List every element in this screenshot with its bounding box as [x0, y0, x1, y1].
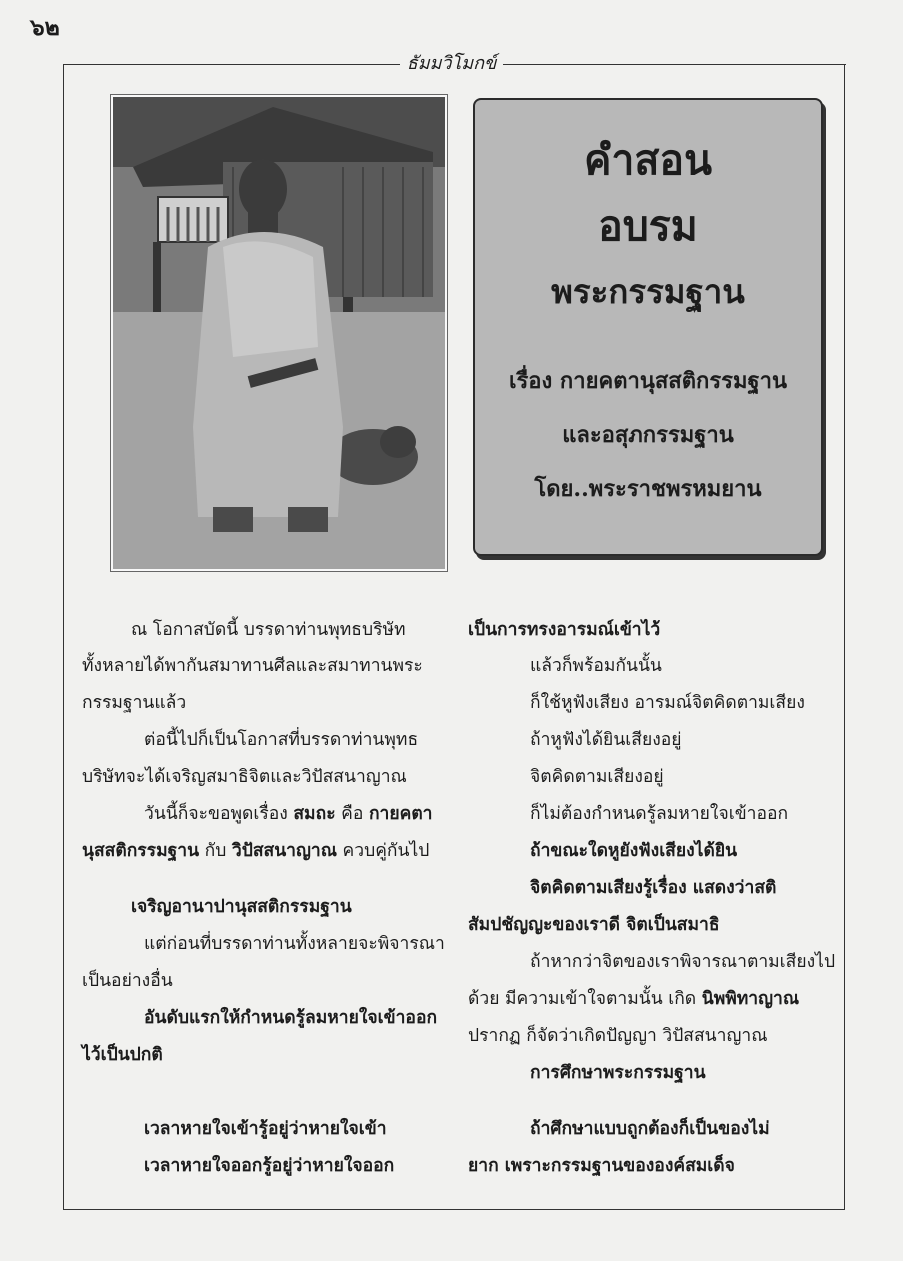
text-normal: คือ [335, 804, 369, 824]
text-bold: ถ้าขณะใดหูยังฟังเสียงได้ยิน [530, 841, 738, 861]
right-line-11 [468, 986, 799, 1012]
box-subtitle-line3: โดย..พระราชพรหมยาน [534, 476, 762, 502]
right-line-2 [530, 653, 662, 679]
text-normal: วันนี้ก็จะขอพูดเรื่อง [144, 804, 294, 824]
box-title-line3: พระกรรมฐาน [551, 272, 745, 311]
right-line-1 [468, 617, 660, 643]
text-bold: การศึกษาพระกรรมฐาน [530, 1063, 706, 1083]
text-normal: ต่อนี้ไปก็เป็นโอกาสที่บรรดาท่านพุทธ [144, 730, 419, 750]
right-line-10 [530, 949, 835, 975]
right-line-7 [530, 838, 737, 864]
text-bold: ยาก เพราะกรรมฐานขององค์สมเด็จ [468, 1156, 735, 1176]
text-normal: ควบคู่กันไป [336, 841, 430, 861]
text-normal: บริษัทจะได้เจริญสมาธิจิตและวิปัสสนาญาณ [82, 767, 407, 787]
left-line-7 [82, 838, 429, 864]
left-line-13 [144, 1116, 387, 1142]
text-bold: เวลาหายใจเข้ารู้อยู่ว่าหายใจเข้า [144, 1119, 387, 1139]
right-line-4 [530, 727, 682, 753]
text-normal: ทั้งหลายได้พากันสมาทานศีลและสมาทานพระ [82, 656, 423, 676]
running-title-text: ธัมมวิโมกข์ [400, 53, 504, 74]
box-title-line1: คำสอน [583, 136, 713, 184]
right-line-9 [468, 912, 720, 938]
text-bold: เจริญอานาปานุสสติกรรมฐาน [131, 897, 352, 917]
left-line-2 [82, 653, 423, 679]
text-bold: วิปัสสนาญาณ [231, 841, 337, 861]
right-line-8 [530, 875, 776, 901]
text-bold: อันดับแรกให้กำหนดรู้ลมหายใจเข้าออก [144, 1008, 438, 1028]
left-line-10 [82, 968, 173, 994]
left-heading-anapana [131, 894, 352, 920]
text-normal: แต่ก่อนที่บรรดาท่านทั้งหลายจะพิจารณา [144, 934, 445, 954]
left-line-11 [144, 1005, 437, 1031]
right-line-12 [468, 1023, 767, 1049]
text-normal: ถ้าหูฟังได้ยินเสียงอยู่ [530, 730, 682, 750]
text-normal: ด้วย มีความเข้าใจตามนั้น เกิด [468, 989, 702, 1009]
text-normal: จิตคิดตามเสียงอยู่ [530, 767, 664, 787]
text-normal: ปรากฏ ก็จัดว่าเกิดปัญญา วิปัสสนาญาณ [468, 1026, 768, 1046]
left-line-9 [144, 931, 445, 957]
box-subtitle-line1: เรื่อง กายคตานุสสติกรรมฐาน [508, 368, 788, 394]
box-subtitle-line2: และอสุภกรรมฐาน [562, 422, 734, 448]
text-normal: กรรมฐานแล้ว [82, 693, 187, 713]
text-bold: เป็นการทรงอารมณ์เข้าไว้ [468, 620, 661, 640]
text-normal: เป็นอย่างอื่น [82, 971, 173, 991]
right-line-3 [530, 690, 805, 716]
left-line-12 [82, 1042, 163, 1068]
right-line-6 [530, 801, 788, 827]
lesson-title-box [473, 98, 823, 556]
page-number: ๖๒ [30, 14, 60, 41]
text-bold: นิพพิทาญาณ [701, 989, 800, 1009]
right-heading-study [530, 1060, 706, 1086]
text-normal: ก็ไม่ต้องกำหนดรู้ลมหายใจเข้าออก [530, 804, 789, 824]
right-line-15 [468, 1153, 735, 1179]
text-bold: สมถะ [293, 804, 336, 824]
left-line-3 [82, 690, 186, 716]
left-line-6 [144, 801, 433, 827]
left-line-14 [144, 1153, 394, 1179]
left-line-1 [131, 617, 406, 643]
right-line-14 [530, 1116, 770, 1142]
text-normal: ณ โอกาสบัดนี้ บรรดาท่านพุทธบริษัท [131, 620, 406, 640]
text-bold: เวลาหายใจออกรู้อยู่ว่าหายใจออก [144, 1156, 395, 1176]
text-bold: จิตคิดตามเสียงรู้เรื่อง แสดงว่าสติ [530, 878, 777, 898]
text-normal: กับ [199, 841, 232, 861]
text-bold: ไว้เป็นปกติ [82, 1045, 163, 1065]
text-bold: ถ้าศึกษาแบบถูกต้องก็เป็นของไม่ [530, 1119, 770, 1139]
text-normal: ก็ใช้หูฟังเสียง อารมณ์จิตคิดตามเสียง [530, 693, 805, 713]
text-bold: กายคตา [368, 804, 433, 824]
box-title-line2: อบรม [598, 202, 698, 250]
right-line-5 [530, 764, 664, 790]
monk-photo [111, 95, 447, 571]
text-normal: ถ้าหากว่าจิตของเราพิจารณาตามเสียงไป [530, 952, 836, 972]
text-bold: สัมปชัญญะของเราดี จิตเป็นสมาธิ [468, 915, 720, 935]
left-line-5 [82, 764, 407, 790]
text-normal: แล้วก็พร้อมกันนั้น [530, 656, 662, 676]
monk-photo-illustration [113, 97, 445, 569]
text-bold: นุสสติกรรมฐาน [82, 841, 200, 861]
left-line-4 [144, 727, 418, 753]
